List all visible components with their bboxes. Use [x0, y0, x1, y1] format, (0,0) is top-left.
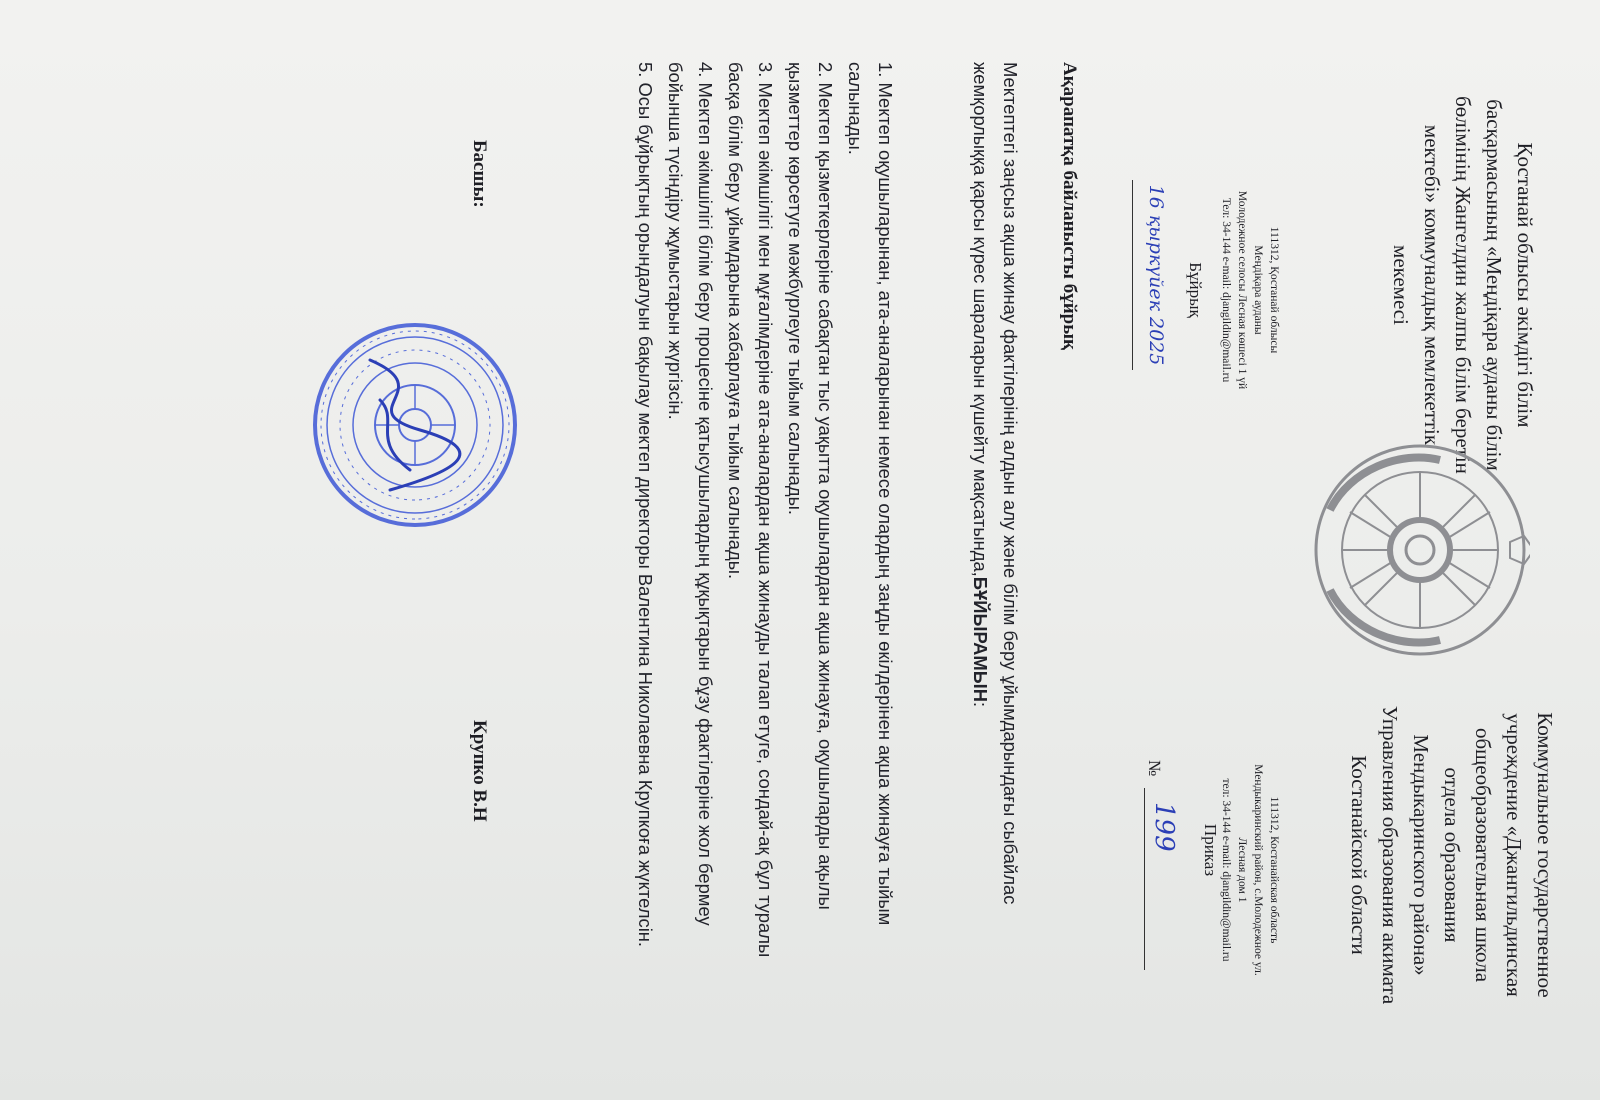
address-line: Молодежное селосы Лесная көшесі 1 үй — [1236, 190, 1248, 390]
order-number — [1140, 760, 1180, 970]
header-right-line: Управления образования акимата — [1378, 705, 1402, 1005]
header-right-line: Костанайской области — [1347, 755, 1371, 955]
order-item: 3. Мектеп әкімшілігі мен мұғалімдеріне ата-аналардан ақша жинауды талап етуге, сондай-ақ бұл туралы басқа білім беру ұйымдарына хабарлауға тыйым салынады. — [725, 62, 776, 958]
handwritten-number: 199 — [1144, 788, 1179, 970]
header-left-line: мектебі» коммуналдық мемлекеттік — [1420, 124, 1444, 446]
order-label-russian: Приказ — [1201, 823, 1220, 877]
handwritten-date: 16 қыркүйек 2025 — [1132, 180, 1167, 370]
header-right-line: учреждение «Джангильдинская — [1502, 713, 1526, 997]
signature-row — [450, 0, 490, 1100]
header-right-line: отдела образования — [1440, 767, 1464, 943]
header-left-line: бөлімінің Жангелдин жалпы білім беретін — [1451, 96, 1475, 474]
address-line: Тел: 34-144 e-mail: djangildin@mail.ru — [1220, 197, 1232, 383]
header-left-kazakh — [1385, 70, 1540, 500]
official-round-stamp-icon — [310, 320, 520, 530]
order-item: 4. Мектеп әкімшілігі білім беру процесіне қатысушылардың құқықтарын бұзу фактілеріне жол бермеу бойынша түсіндіру жұмыстарын жүргізсін. — [665, 62, 716, 926]
document-title: Ақарапатқа байланысты бұйрық — [1059, 62, 1080, 351]
address-left — [1218, 100, 1282, 480]
order-item: 5. Осы бұйрықтың орындалуын бақылау мектеп директоры Валентина Николаевна Крупкоға жүктелсін. — [635, 62, 656, 948]
header-right-line: Коммунальное государственное — [1533, 712, 1557, 998]
state-emblem-icon — [1310, 440, 1530, 660]
header-right-line: Мендыкаринского района» — [1409, 734, 1433, 976]
intro-text: Мектептегі заңсыз ақша жинау фактілерінің алдын алу және білім беру ұйымдарындағы сыбайлас жемқорлыққа қарсы күрес шараларын күшейту мақсатында, — [970, 62, 1021, 905]
signer-name: Крупко В.Н — [469, 720, 490, 822]
address-line: Меңдіқара ауданы — [1252, 245, 1264, 335]
address-line: Лесная дом 1 — [1236, 837, 1248, 903]
header-left-line: Қостанай облысы әкімдігі білім — [1513, 142, 1537, 428]
address-line: тел: 34-144 e-mail: djangildin@mail.ru — [1220, 778, 1232, 962]
address-line: 111312, Қостанай облысы — [1268, 226, 1280, 354]
header-left-line: мекемесі — [1389, 245, 1413, 325]
document-intro — [965, 62, 1025, 962]
number-sign: № — [1145, 760, 1164, 777]
order-item: 2. Мектеп қызметкерлеріне сабақтан тыс уақытта оқушылардан ақша жинауға, оқушыларды ақылы қызметтер көрсетуге мәжбүрлеуге тыйым салынады. — [785, 62, 836, 910]
signer-position: Басшы: — [469, 140, 490, 208]
intro-tail: : — [970, 702, 991, 708]
header-left-line: басқармасының «Меңдіқара ауданы білім — [1482, 99, 1506, 471]
header-right-russian — [1343, 640, 1560, 1070]
order-item: 1. Мектеп оқушыларынан, ата-аналарынан немесе олардың заңды өкілдерінен ақша жинауға тыйым салынады. — [845, 62, 896, 926]
header-right-line: общеобразовательная школа — [1471, 727, 1495, 983]
address-line: Мендыкаринский район, с.Молодежное ул. — [1252, 764, 1264, 976]
address-line: 111312, Костанайская область — [1268, 796, 1280, 944]
intro-lead: БҰЙЫРАМЫН — [970, 576, 991, 703]
order-items — [630, 62, 900, 962]
order-label-kazakh: Бұйрық — [1186, 262, 1205, 318]
address-right — [1218, 660, 1282, 1080]
